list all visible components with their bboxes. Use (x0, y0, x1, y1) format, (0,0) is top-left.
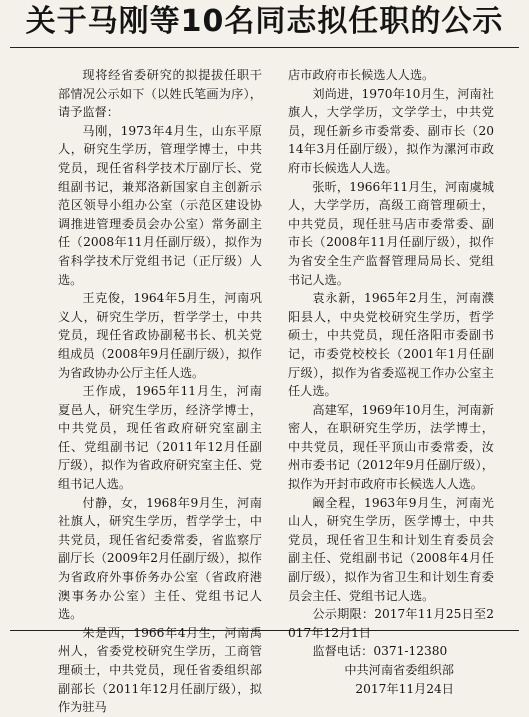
right-column (288, 66, 494, 696)
candidate-paragraph: 王克俊，1964年5月生，河南巩义人，研究生学历，哲学学士，中共党员，现任省政协副秘书长、机关党组成员（2008年9月任副厅级），拟作为省政协办公厅主任人选。 (58, 291, 262, 380)
candidate-paragraph: 马刚，1973年4月生，山东平原人，研究生学历，管理学博士，中共党员，现任省科学技术厅副厅长、党组副书记，兼郑洛新国家自主创新示范区领导小组办公室（示范区建设协调推进管理委员会办公室）常务副主任（2008年11月任副厅级），拟作为省科学技术厅党组书记（正厅级）人选。 (58, 123, 262, 287)
issuing-organization: 中共河南省委组织部 (344, 663, 454, 677)
candidate-paragraph: 付静，女，1968年9月生，河南社旗人，研究生学历，哲学学士，中共党员，现任省纪委常委，省监察厅副厅长（2009年2月任副厅级），拟作为省政府外事侨务办公室（省政府港澳事务办公室）主任、党组书记人选。 (58, 495, 262, 622)
candidate-paragraph: 阚全程，1963年9月生，河南光山人，研究生学历，医学博士，中共党员，现任省卫生和计划生育委员会副主任、党组副书记（2008年4月任副厅级），拟作为省卫生和计划生育委员会主任、党组书记人选。 (288, 495, 494, 603)
candidate-paragraph: 刘尚进，1970年10月生，河南社旗人，大学学历，文学学士，中共党员，现任新乡市委常委、副市长（2014年3月任副厅级），拟作为漯河市政府市长候选人人选。 (288, 86, 494, 175)
candidate-paragraph: 袁永新，1965年2月生，河南濮阳县人，中央党校研究生学历，哲学硕士，中共党员，现任洛阳市委副书记，市委党校校长（2001年1月任副厅级），拟作为省委巡视工作办公室主任人选。 (288, 291, 494, 399)
candidate-paragraph: 高建军，1969年10月生，河南新密人，在职研究生学历，法学博士，中共党员，现任平顶山市委常委，汝州市委书记（2012年9月任副厅级），拟作为开封市政府市长候选人人选。 (288, 402, 494, 492)
candidate-paragraph-continued: 店市政府市长候选人人选。 (288, 68, 435, 82)
top-divider (10, 47, 519, 48)
candidate-paragraph: 王作成，1965年11月生，河南夏邑人，研究生学历，经济学博士，中共党员，现任省政府研究室副主任、党组副书记（2011年12月任副厅级），拟作为省政府研究室主任、党组书记人选。 (58, 384, 262, 492)
supervision-phone: 监督电话：0371-12380 (312, 644, 448, 659)
intro-paragraph: 现将经省委研究的拟提拔任职干部情况公示如下（以姓氏笔画为序），请予监督： (58, 68, 262, 120)
left-column (58, 66, 262, 715)
candidate-paragraph: 朱是西，1966年4月生，河南禹州人，省委党校研究生学历，工商管理硕士，中共党员，现任省委组织部副部长（2011年12月任副厅级），拟作为驻马 (58, 625, 262, 715)
page-title: 关于马刚等10名同志拟任职的公示 (25, 4, 504, 39)
publicity-period: 公示期限：2017年11月25日至2017年12月1日 (288, 607, 494, 640)
issue-date: 2017年11月24日 (355, 681, 454, 696)
candidate-paragraph: 张昕，1966年11月生，河南虞城人，大学学历，高级工商管理硕士，中共党员，现任驻马店市委常委、副市长（2008年11月任副厅级），拟作为省安全生产监督管理局局长、党组书记人选。 (288, 179, 494, 287)
bottom-divider (10, 630, 519, 631)
